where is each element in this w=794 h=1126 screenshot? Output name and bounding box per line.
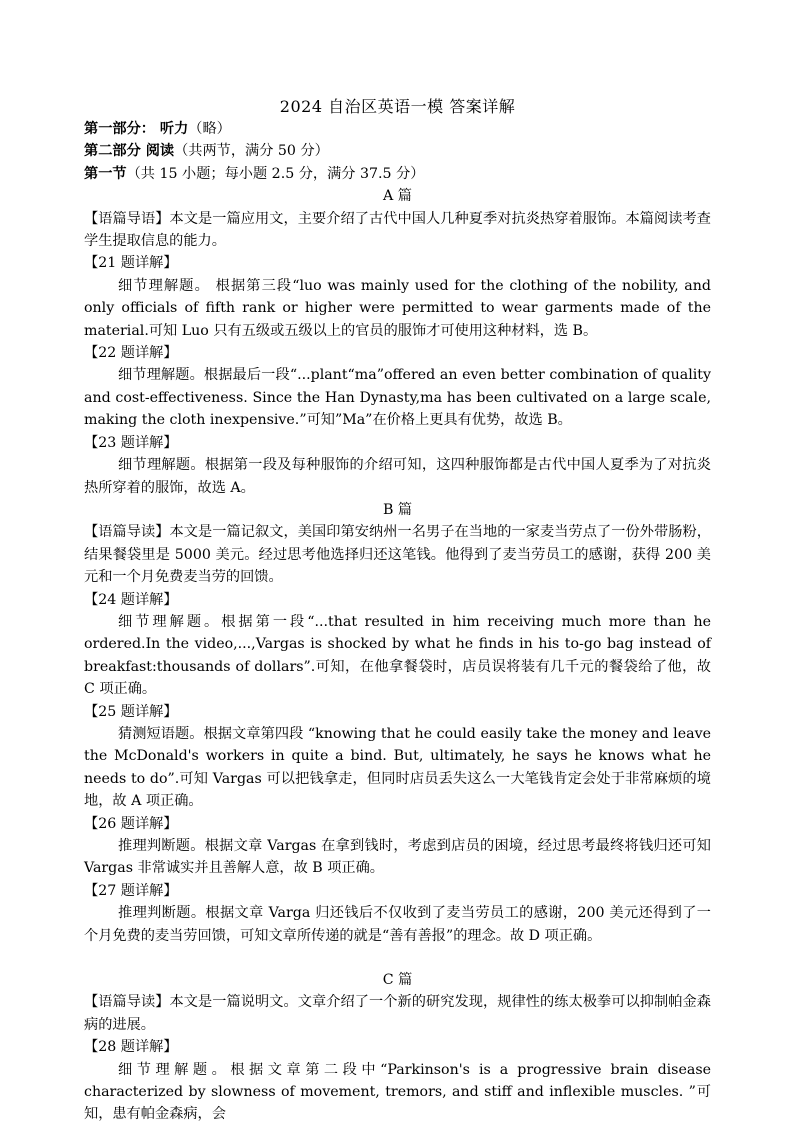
- q23-text: 细节理解题。根据第一段及每种服饰的介绍可知，这四种服饰都是古代中国人夏季为了对抗炎热所穿着的服饰，故选 A。: [84, 457, 711, 496]
- passage-a-heading: A 篇: [383, 188, 412, 205]
- q25-text: 猜测短语题。根据文章第四段 “knowing that he could easily take the money and leave the McDonald's workers in quite a bind. But, ultimately, he says he knows what he needs to do”.可知 Vargas 可以把钱拿走，但同时店员丢失这么一大笔钱肯定会处于非常麻烦的境地，故 A 项正确。: [84, 725, 711, 810]
- passage-a-guide-label: 【语篇导语】: [84, 210, 170, 227]
- q28-text: 细节理解题。根据文章第二段中“Parkinson's is a progressive brain disease characterized by slowness of movement, tremors, and stiff and inflexible muscles. ”可知，患有帕金森病，会: [84, 1061, 711, 1123]
- q26-text: 推理判断题。根据文章 Vargas 在拿到钱时，考虑到店员的困境，经过思考最终将钱归还可知 Vargas 非常诚实并且善解人意，故 B 项正确。: [84, 838, 711, 877]
- q24-label: 【24 题详解】: [84, 591, 178, 608]
- passage-c-guide-label: 【语篇导读】: [84, 994, 170, 1011]
- section1-note: （共 15 小题；每小题 2.5 分，满分 37.5 分）: [126, 165, 425, 182]
- q25-label: 【25 题详解】: [84, 703, 178, 720]
- part2-label: 第二部分 阅读: [84, 143, 175, 160]
- q27-text: 推理判断题。根据文章 Varga 归还钱后不仅收到了麦当劳员工的感谢，200 美元还得到了一个月免费的麦当劳回馈，可知文章所传递的就是“善有善报”的理念。故 D 项正确。: [84, 905, 711, 944]
- passage-b-guide-text: 本文是一篇记叙文，美国印第安纳州一名男子在当地的一家麦当劳点了一份外带肠粉，结果餐袋里是 5000 美元。经过思考他选择归还这笔钱。他得到了麦当劳员工的感谢，获得 200 美元和一个月免费麦当劳的回馈。: [84, 524, 711, 586]
- passage-b-guide-label: 【语篇导读】: [84, 524, 170, 541]
- q22-label: 【22 题详解】: [84, 345, 178, 362]
- part2-heading: [84, 140, 711, 162]
- q27-label: 【27 题详解】: [84, 882, 178, 899]
- passage-b-guide: [84, 521, 711, 588]
- part1-heading: [84, 118, 711, 140]
- part2-note: （共两节，满分 50 分）: [174, 143, 329, 160]
- passage-a-guide-text: 本文是一篇应用文，主要介绍了古代中国人几种夏季对抗炎热穿着服饰。本篇阅读考查学生提取信息的能力。: [84, 210, 711, 250]
- q22-text: 细节理解题。根据最后一段“...plant“ma”offered an even better combination of quality and cost-effectiveness. Since the Han Dynasty,ma has been cultivated on a large scale, making the cloth inexpensive.”可知”Ma”在价格上更具有优势，故选 B。: [84, 367, 711, 429]
- part1-label: 第一部分： 听力: [84, 121, 189, 137]
- q21-label: 【21 题详解】: [84, 255, 178, 272]
- passage-c-guide: [84, 991, 711, 1036]
- passage-c-heading: C 篇: [382, 972, 413, 989]
- document-page: [84, 96, 711, 1126]
- q28-label: 【28 题详解】: [84, 1039, 178, 1056]
- section1-label: 第一节: [84, 165, 127, 182]
- passage-b-heading: B 篇: [382, 501, 413, 518]
- q23-label: 【23 题详解】: [84, 434, 178, 451]
- spacer: [84, 947, 711, 969]
- passage-a-guide: [84, 208, 711, 253]
- page-title: 2024 自治区英语一模 答案详解: [279, 97, 516, 116]
- q26-label: 【26 题详解】: [84, 815, 178, 832]
- q24-text: 细节理解题。根据第一段“...that resulted in him receiving much more than he ordered.In the video,...,Vargas is shocked by what he finds in his to-go bag instead of breakfast:thousands of dollars”.可知，在他拿餐袋时，店员误将装有几千元的餐袋给了他，故 C 项正确。: [84, 613, 711, 698]
- passage-c-guide-text: 本文是一篇说明文。文章介绍了一个新的研究发现，规律性的练太极拳可以抑制帕金森病的进展。: [84, 994, 711, 1033]
- q21-text: 细节理解题。 根据第三段“luo was mainly used for the clothing of the nobility, and only officials of fifth rank or higher were permitted to wear garments made of the material.可知 Luo 只有五级或五级以上的官员的服饰才可使用这种材料，选 B。: [84, 277, 711, 339]
- section1-heading: [84, 163, 711, 185]
- part1-note: （略）: [188, 121, 231, 137]
